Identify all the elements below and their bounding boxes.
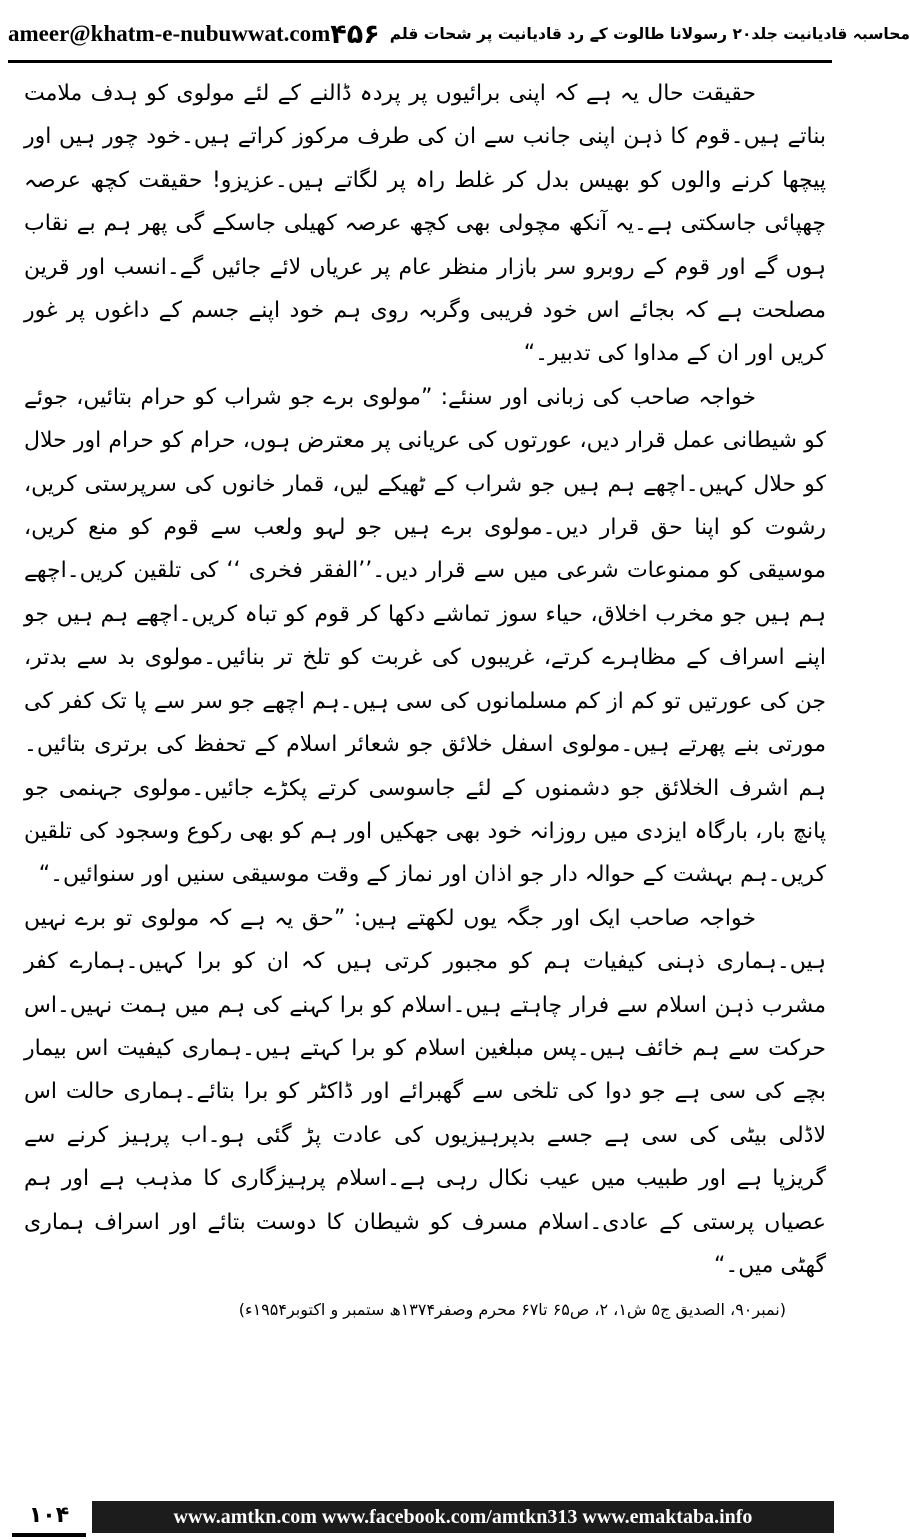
header-email: ameer@khatm-e-nubuwwat.com — [8, 21, 331, 46]
header-page-number: ۴۵۶ — [330, 18, 380, 50]
body-paragraph-3: خواجہ صاحب ایک اور جگہ یوں لکھتے ہیں: ”حق یہ ہے کہ مولوی تو برے نہیں ہیں۔ہماری ذہنی کیفیات ہم کو مجبور کرتی ہیں کہ ان کو برا کہیں۔ہمارے کفر مشرب ذہن اسلام سے فرار چاہتے ہیں۔اسلام کو برا کہنے کی ہم میں ہمت نہیں۔اس حرکت سے ہم خائف ہیں۔پس مبلغین اسلام کو برا کہتے ہیں۔ہماری کیفیت اس بیمار بچے کی سی ہے جو دوا کی تلخی سے گھبرائے اور ڈاکٹر کو برا بتائے۔ہماری حالت اس لاڈلی بیٹی کی سی ہے جسے بدپرہیزیوں کی عادت پڑ گئی ہو۔اب پرہیز کرنے سے گریزپا ہے اور طبیب میں عیب نکال رہی ہے۔اسلام پرہیزگاری کا مذہب ہے اور ہم عصیاں پرستی کے عادی۔اسلام مسرف کو شیطان کا دوست بتائے اور اسراف ہماری گھٹی میں۔“ — [24, 905, 826, 1278]
footer-page-number: ۱۰۴ — [12, 1497, 86, 1537]
body-paragraph-2: خواجہ صاحب کی زبانی اور سنئے: ”مولوی برے جو شراب کو حرام بتائیں، جوئے کو شیطانی عمل قرار دیں، عورتوں کی عریانی پر معترض ہوں، حرام کو حرام اور حلال کو حلال کہیں۔اچھے ہم ہیں جو شراب کے ٹھیکے لیں، قمار خانوں کی سرپرستی کریں، رشوت کو اپنا حق قرار دیں۔مولوی برے ہیں جو لہو ولعب سے قوم کو منع کریں، موسیقی کو ممنوعات شرعی میں سے قرار دیں۔’’الفقر فخری ‘‘ کی تلقین کریں۔اچھے ہم ہیں جو مخرب اخلاق، حیاء سوز تماشے دکھا کر قوم کو تباہ کریں۔اچھے ہم ہیں جو اپنے اسراف کے مظاہرے کرتے، غریبوں کی غربت کو تلخ تر بنائیں۔مولوی بد سے بدتر، جن کی عورتیں تو کم از کم مسلمانوں کی سی ہیں۔ہم اچھے جو سر سے پا تک کفر کی مورتی بنے پھرتے ہیں۔مولوی اسفل خلائق جو شعائر اسلام کے تحفظ کی برتری بتائیں۔ہم اشرف الخلائق جو دشمنوں کے لئے جاسوسی کرتے پکڑے جائیں۔مولوی جہنمی جو پانچ بار، بارگاہ ایزدی میں روزانہ خود بھی جھکیں اور ہم کو بھی رکوع وسجود کی تلقین کریں۔ہم بہشت کے حوالہ دار جو اذان اور نماز کے وقت موسیقی سنیں اور سنوائیں۔“ — [24, 384, 826, 888]
body-paragraph-1: حقیقت حال یہ ہے کہ اپنی برائیوں پر پردہ ڈالنے کے لئے مولوی کو ہدف ملامت بناتے ہیں۔قوم کا ذہن اپنی جانب سے ان کی طرف مرکوز کراتے ہیں۔خود چور ہیں اور پیچھا کرنے والوں کو بھیس بدل کر غلط راہ پر لگاتے ہیں۔عزیزو! حقیقت کچھ عرصہ چھپائی جاسکتی ہے۔یہ آنکھ مچولی بھی کچھ عرصہ کھیلی جاسکے گی پھر ہم بے نقاب ہوں گے اور قوم کے روبرو سر بازار منظر عام پر عریاں لائے جائیں گے۔انسب اور قرین مصلحت ہے کہ بجائے اس خود فریبی وگربہ روی ہم خود اپنے جسم کے داغوں پر غور کریں اور ان کے مداوا کی تدبیر۔“ — [24, 81, 826, 367]
running-header — [330, 19, 910, 50]
header-divider — [8, 60, 832, 63]
footer-links[interactable]: www.amtkn.com www.facebook.com/amtkn313 www.emaktaba.info — [92, 1501, 834, 1533]
page-header — [8, 14, 910, 54]
running-title: محاسبہ قادیانیت جلد۲۰ رسولانا طالوت کے رد قادیانیت پر شحات قلم — [389, 25, 910, 43]
page-body — [24, 72, 826, 1436]
citation-reference: (نمبر۹۰، الصدیق ج۵ ش۱، ۲، ص۶۵ تا۶۷ محرم وصفر۱۳۷۴ھ ستمبر و اکتوبر۱۹۵۴ء) — [238, 1300, 786, 1320]
page-footer — [0, 1494, 840, 1540]
reference-line — [24, 1287, 826, 1331]
